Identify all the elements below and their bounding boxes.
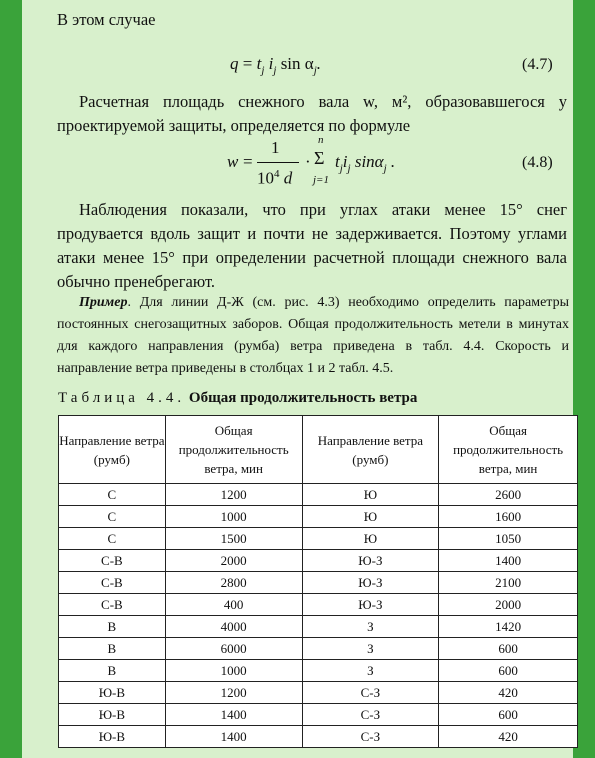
table-cell: 400 [165, 594, 302, 616]
table-row [59, 550, 578, 572]
table-cell: З [302, 660, 439, 682]
formula-sub: j [273, 64, 277, 77]
table-row [59, 638, 578, 660]
formula-sub: j [261, 64, 265, 77]
table-header-cell: Направление ветра (румб) [302, 416, 439, 484]
table-cell: Ю-З [302, 572, 439, 594]
table-cell: 600 [439, 704, 578, 726]
table-cell: В [59, 616, 166, 638]
intro-text: В этом случае [57, 10, 156, 29]
formula-4-7: $q = t_j$ $i_j$ $\sin \alpha_j$. [230, 54, 321, 77]
table-cell: 1050 [439, 528, 578, 550]
table-cell: В [59, 660, 166, 682]
table-row [59, 506, 578, 528]
sum-sign: Σ [314, 148, 325, 168]
sum-lower-limit: j=1 [313, 174, 329, 186]
table-cell: 2000 [165, 550, 302, 572]
table-row [59, 704, 578, 726]
table-cell: 1420 [439, 616, 578, 638]
table-cell: Ю-З [302, 594, 439, 616]
table-cell: 600 [439, 660, 578, 682]
table-caption-title: Общая продолжительность ветра [188, 390, 418, 406]
paragraph-2: Наблюдения показали, что при углах атаки менее 15° снег продувается вдоль защит и почти не задерживается. Поэтому углами атаки менее 15° при определении расчетной площади снежного вала обычно пренебрегают. [57, 200, 567, 291]
table-row [59, 726, 578, 748]
formula-sub: j [313, 64, 317, 77]
formula-lhs: w [227, 152, 239, 171]
wind-duration-table [58, 415, 578, 748]
equation-number-4-8: (4.8) [522, 154, 553, 171]
table-row [59, 528, 578, 550]
example-paragraph [57, 292, 569, 380]
table-cell: 1500 [165, 528, 302, 550]
table-cell: 1000 [165, 506, 302, 528]
table-cell: Ю-З [302, 550, 439, 572]
page [22, 0, 573, 758]
table-header-cell: Направление ветра (румб) [59, 416, 166, 484]
table-cell: 1000 [165, 660, 302, 682]
table-cell: 1200 [165, 682, 302, 704]
table-row [59, 572, 578, 594]
table-cell: С-З [302, 726, 439, 748]
table-row [59, 616, 578, 638]
table-row [59, 594, 578, 616]
table-cell: С-В [59, 572, 166, 594]
table-cell: 2600 [439, 484, 578, 506]
table-cell: Ю [302, 506, 439, 528]
table-cell: Ю-В [59, 682, 166, 704]
table-header-row [59, 416, 578, 484]
table-cell: Ю [302, 484, 439, 506]
table-cell: 420 [439, 682, 578, 704]
table-cell: 2800 [165, 572, 302, 594]
table-cell: С [59, 528, 166, 550]
formula-i: i [268, 54, 274, 73]
table-cell: 2100 [439, 572, 578, 594]
table-header-cell: Общая продолжительность ветра, мин [439, 416, 578, 484]
fraction-numerator: 1 [271, 138, 280, 157]
fraction-bar [257, 162, 299, 163]
sum-body: $t_ji_j$ sinα$_j$ . [335, 152, 396, 175]
left-margin-bar [0, 0, 22, 758]
table-cell: 600 [439, 638, 578, 660]
table-cell: 1400 [439, 550, 578, 572]
table-cell: С-В [59, 550, 166, 572]
paragraph-1: Расчетная площадь снежного вала w, м², образовавшегося у проектируемой защиты, определяется по формуле [57, 92, 567, 135]
table-caption-label: Таблица 4.4. [58, 390, 186, 406]
table-row [59, 660, 578, 682]
table-cell: С-В [59, 594, 166, 616]
table-cell: З [302, 638, 439, 660]
table-cell: 1200 [165, 484, 302, 506]
table-row [59, 484, 578, 506]
sum-upper-limit: n [318, 134, 324, 146]
fraction-denominator: $10^4$ d [257, 168, 293, 188]
table-cell: З [302, 616, 439, 638]
equation-number-4-7: (4.7) [522, 56, 553, 73]
table-cell: 420 [439, 726, 578, 748]
formula-4-8: w = 1 $10^4$ d · n Σ j=1 $t_ji_j$ sinα$_j$ . [227, 134, 396, 188]
table-cell: 1600 [439, 506, 578, 528]
table-cell: С-З [302, 682, 439, 704]
formula-lhs: q [230, 54, 239, 73]
table-header-cell: Общая продолжительность ветра, мин [165, 416, 302, 484]
example-label: Пример [79, 295, 128, 310]
formula-t: t [256, 54, 262, 73]
table-cell: С [59, 506, 166, 528]
table-cell: Ю-В [59, 726, 166, 748]
table-cell: 1400 [165, 704, 302, 726]
table-cell: 4000 [165, 616, 302, 638]
table-cell: Ю [302, 528, 439, 550]
table-cell: В [59, 638, 166, 660]
table-row [59, 682, 578, 704]
table-cell: С [59, 484, 166, 506]
formula-sin: sin α [280, 54, 314, 73]
example-text: . Для линии Д-Ж (см. рис. 4.3) необходимо определить параметры постоянных снегозащитных заборов. Общая продолжительность метели в минутах для каждого направления (румба) ветра приведена в табл. 4.4. Скорость и направление ветра приведены в столбцах 1 и 2 табл. 4.5. [57, 295, 569, 376]
table-cell: С-З [302, 704, 439, 726]
table-cell: 1400 [165, 726, 302, 748]
table-cell: 2000 [439, 594, 578, 616]
table-caption [58, 390, 417, 407]
table-cell: Ю-В [59, 704, 166, 726]
table-cell: 6000 [165, 638, 302, 660]
